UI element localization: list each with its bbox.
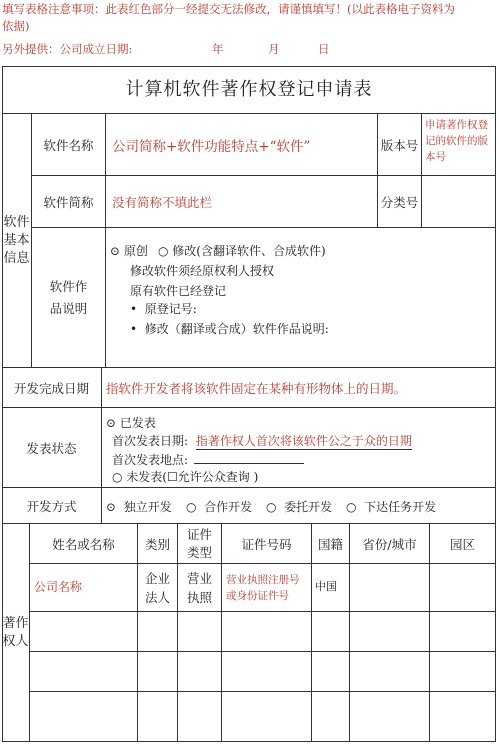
software-name-label: 软件名称 <box>32 114 106 176</box>
owner-header-park: 园区 <box>430 524 496 564</box>
owner-empty-cell[interactable] <box>350 652 430 692</box>
published-radio[interactable]: ⊙ 已发表 <box>106 416 156 430</box>
first-publish-date-field[interactable]: 指著作权人首次将该软件公之于众的日期 <box>195 434 412 448</box>
owner-empty-cell[interactable] <box>178 612 222 652</box>
dev-complete-date-label: 开发完成日期 <box>2 368 102 408</box>
owner-header-nationality: 国籍 <box>312 524 350 564</box>
owner-header-id-no: 证件号码 <box>222 524 312 564</box>
owner-id-type-field[interactable]: 营业执照 <box>178 564 222 612</box>
first-publish-place-row: 首次发表地点: <box>112 450 304 468</box>
owner-province-city-field[interactable] <box>350 564 430 612</box>
owner-empty-cell[interactable] <box>30 692 138 742</box>
owner-empty-cell[interactable] <box>178 652 222 692</box>
owner-empty-cell[interactable] <box>222 612 312 652</box>
founding-day-label: 日 <box>318 42 330 56</box>
assigned-dev-radio[interactable]: ○ 下达任务开发 <box>346 500 437 514</box>
owner-empty-cell[interactable] <box>312 692 350 742</box>
independent-dev-radio[interactable]: ⊙ 独立开发 <box>106 500 172 514</box>
owner-empty-cell[interactable] <box>312 612 350 652</box>
owner-empty-cell[interactable] <box>178 692 222 742</box>
dev-mode-label: 开发方式 <box>2 488 102 524</box>
work-description-area <box>106 228 496 368</box>
owner-empty-cell[interactable] <box>312 652 350 692</box>
unpublished-row <box>112 468 258 485</box>
owner-empty-cell[interactable] <box>138 652 178 692</box>
owner-id-no-field[interactable]: 营业执照注册号或身份证件号 <box>222 564 312 612</box>
software-name-field[interactable]: 公司简称+软件功能特点+“软件” <box>106 114 378 176</box>
dev-mode-options <box>102 488 496 524</box>
allow-public-query-checkbox[interactable]: ☐允许公众查询 ) <box>166 470 259 484</box>
owner-header-id-type: 证件类型 <box>178 524 222 564</box>
owner-header-province-city: 省份/城市 <box>350 524 430 564</box>
owner-name-field[interactable]: 公司名称 <box>30 564 138 612</box>
owner-empty-cell[interactable] <box>138 612 178 652</box>
basic-info-section-label: 软件基本信息 <box>2 114 32 368</box>
owner-empty-cell[interactable] <box>350 612 430 652</box>
founding-month-label: 月 <box>268 42 280 56</box>
owner-empty-cell[interactable] <box>138 692 178 742</box>
modification-description[interactable]: • 修改（翻译或合成）软件作品说明: <box>130 322 329 336</box>
owner-empty-cell[interactable] <box>350 692 430 742</box>
category-label: 分类号 <box>378 176 422 228</box>
first-publish-place-field[interactable] <box>194 450 304 464</box>
short-name-label: 软件简称 <box>32 176 106 228</box>
original-radio[interactable]: ⊙ 原创 <box>110 244 148 258</box>
founding-date-label: 另外提供：公司成立日期: <box>2 42 133 56</box>
owner-empty-cell[interactable] <box>430 612 496 652</box>
copyright-owner-label: 著作权人 <box>2 524 30 742</box>
instruction-note-line2: 依据) <box>2 19 30 33</box>
version-field[interactable]: 申请著作权登记的软件的版本号 <box>422 114 496 176</box>
dev-complete-date-field[interactable]: 指软件开发者将该软件固定在某种有形物体上的日期。 <box>102 368 496 408</box>
owner-empty-cell[interactable] <box>30 612 138 652</box>
owner-category-field[interactable]: 企业法人 <box>138 564 178 612</box>
already-registered-note: 原有软件已经登记 <box>130 284 227 298</box>
owner-header-name: 姓名或名称 <box>30 524 138 564</box>
commissioned-dev-radio[interactable]: ○ 委托开发 <box>266 500 333 514</box>
instruction-note-line1: 填写表格注意事项：此表红色部分一经提交无法修改，请谨慎填写！(以此表格电子资料为 <box>2 2 455 16</box>
original-registration-no[interactable]: • 原登记号: <box>130 302 197 316</box>
form-title: 计算机软件著作权登记申请表 <box>2 66 496 114</box>
first-publish-date-row: 首次发表日期: 指著作权人首次将该软件公之于众的日期 <box>112 434 412 448</box>
owner-nationality-field[interactable]: 中国 <box>312 564 350 612</box>
founding-year-label: 年 <box>212 42 224 56</box>
version-label: 版本号 <box>378 114 422 176</box>
cooperative-dev-radio[interactable]: ○ 合作开发 <box>186 500 253 514</box>
owner-park-field[interactable] <box>430 564 496 612</box>
owner-empty-cell[interactable] <box>222 692 312 742</box>
owner-empty-cell[interactable] <box>222 652 312 692</box>
modification-authorized-note: 修改软件须经原权利人授权 <box>130 264 275 278</box>
publish-status-label: 发表状态 <box>2 408 102 488</box>
owner-empty-cell[interactable] <box>430 652 496 692</box>
short-name-field[interactable]: 没有简称不填此栏 <box>106 176 378 228</box>
owner-empty-cell[interactable] <box>430 692 496 742</box>
work-description-label: 软件作品说明 <box>32 228 106 368</box>
category-field[interactable] <box>422 176 496 228</box>
modified-radio[interactable]: ○ 修改(含翻译软件、合成软件) <box>158 244 326 258</box>
owner-empty-cell[interactable] <box>30 652 138 692</box>
publish-status-area <box>102 408 496 488</box>
unpublished-radio[interactable]: ○ 未发表( <box>112 470 167 484</box>
owner-header-category: 类别 <box>138 524 178 564</box>
